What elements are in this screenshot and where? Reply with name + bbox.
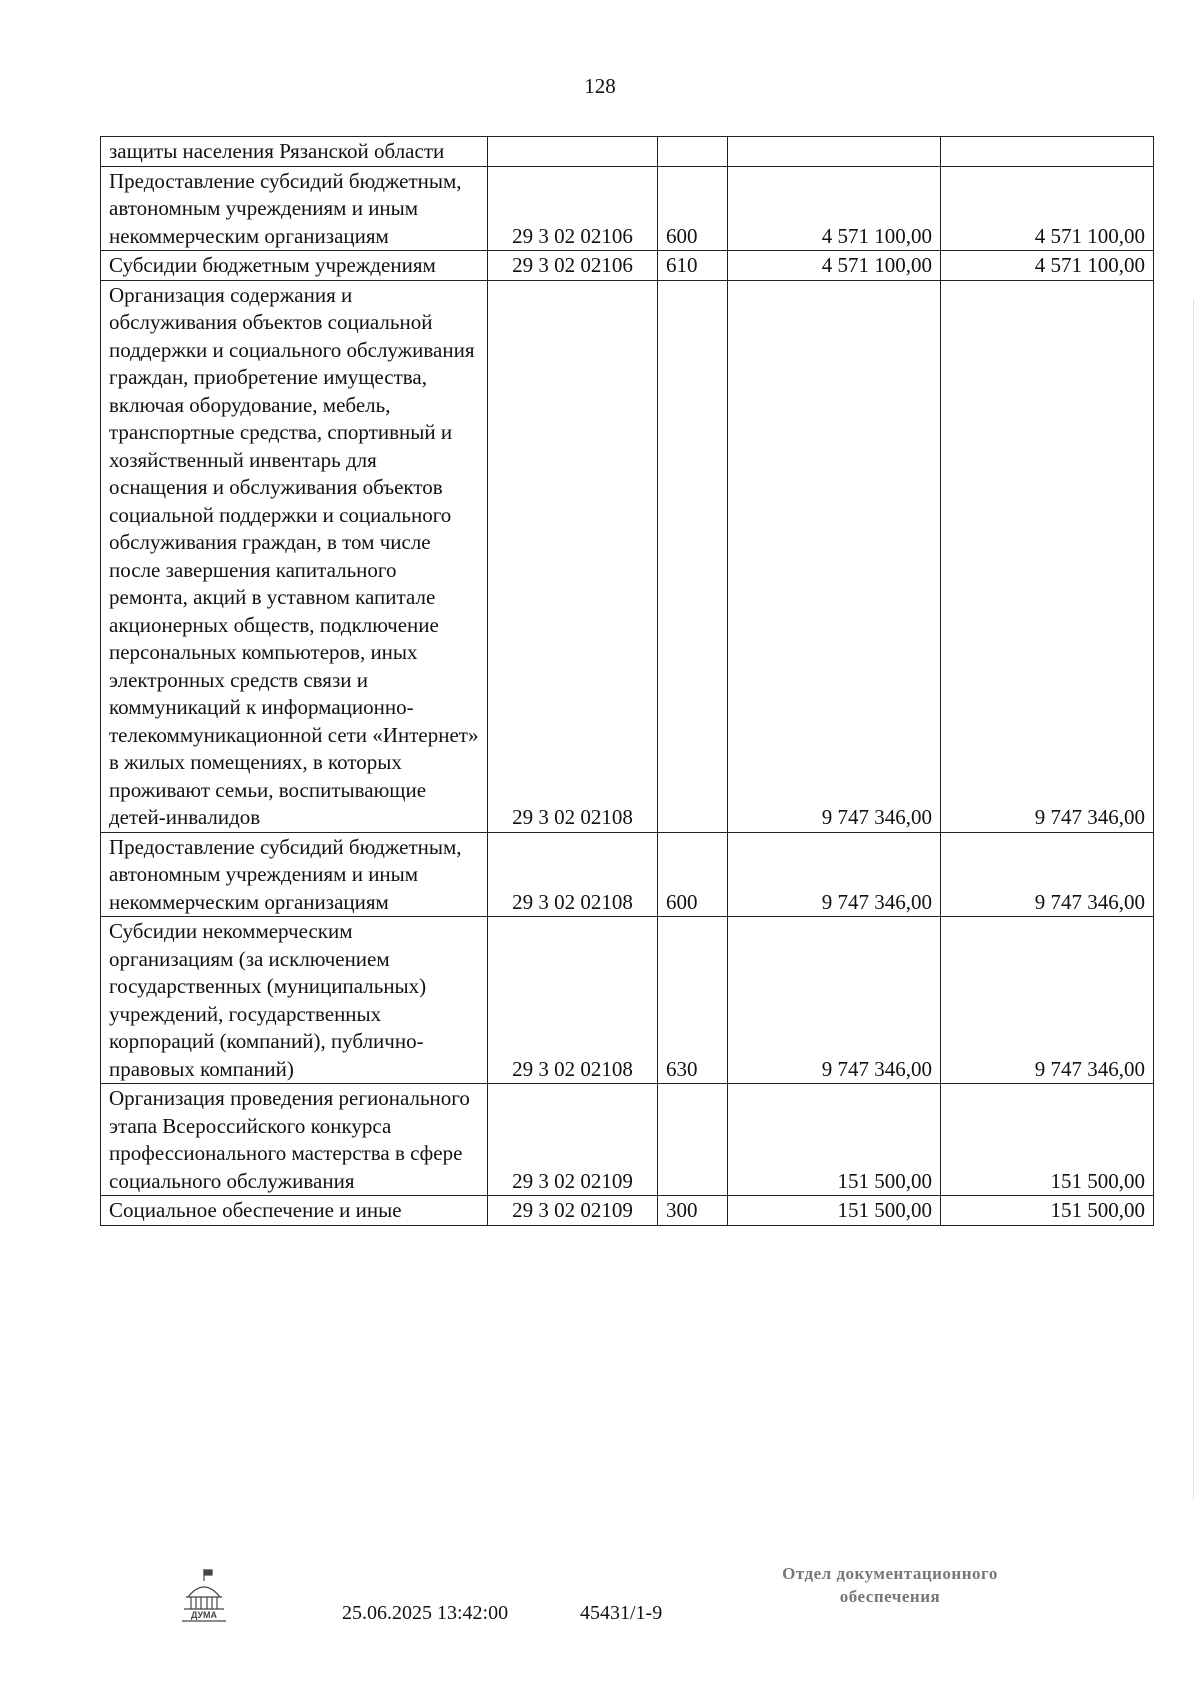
row-description: Предоставление субсидий бюджетным, автономным учреждениям и иным некоммерческим организациям xyxy=(101,166,488,251)
row-sum-1: 4 571 100,00 xyxy=(728,166,941,251)
row-code: 29 3 02 02109 xyxy=(488,1084,658,1196)
row-sum-1: 4 571 100,00 xyxy=(728,251,941,281)
row-code: 29 3 02 02106 xyxy=(488,251,658,281)
margin-marks xyxy=(1189,300,1194,1500)
row-code: 29 3 02 02108 xyxy=(488,832,658,917)
row-description: Субсидии бюджетным учреждениям xyxy=(101,251,488,281)
row-code: 29 3 02 02108 xyxy=(488,917,658,1084)
row-sum-2: 9 747 346,00 xyxy=(941,832,1154,917)
row-sum-1: 9 747 346,00 xyxy=(728,917,941,1084)
row-expense-type: 610 xyxy=(658,251,728,281)
row-sum-1: 9 747 346,00 xyxy=(728,280,941,832)
footer-datetime: 25.06.2025 13:42:00 xyxy=(342,1602,509,1624)
table-row xyxy=(101,251,1154,281)
row-sum-2 xyxy=(941,137,1154,167)
row-code xyxy=(488,137,658,167)
page-number: 128 xyxy=(584,74,616,98)
row-description: Субсидии некоммерческим организациям (за исключением государственных (муниципальных) учреждений, государственных корпораций (компаний), публично-правовых компаний) xyxy=(101,917,488,1084)
table-row xyxy=(101,1196,1154,1226)
row-expense-type: 630 xyxy=(658,917,728,1084)
row-description: Социальное обеспечение и иные xyxy=(101,1196,488,1226)
table-row xyxy=(101,1084,1154,1196)
footer-doc-number: 45431/1-9 xyxy=(580,1602,663,1624)
row-sum-2: 151 500,00 xyxy=(941,1084,1154,1196)
row-description: защиты населения Рязанской области xyxy=(101,137,488,167)
row-code: 29 3 02 02106 xyxy=(488,166,658,251)
budget-table-body xyxy=(101,137,1154,1226)
row-expense-type xyxy=(658,280,728,832)
row-sum-1: 9 747 346,00 xyxy=(728,832,941,917)
row-sum-1: 151 500,00 xyxy=(728,1084,941,1196)
row-expense-type xyxy=(658,137,728,167)
row-sum-2: 9 747 346,00 xyxy=(941,917,1154,1084)
table-row xyxy=(101,280,1154,832)
row-description: Предоставление субсидий бюджетным, автономным учреждениям и иным некоммерческим организациям xyxy=(101,832,488,917)
duma-logo xyxy=(178,1567,230,1625)
table-row xyxy=(101,166,1154,251)
table-row xyxy=(101,832,1154,917)
row-expense-type xyxy=(658,1084,728,1196)
row-expense-type: 600 xyxy=(658,832,728,917)
row-sum-2: 151 500,00 xyxy=(941,1196,1154,1226)
row-code: 29 3 02 02109 xyxy=(488,1196,658,1226)
row-sum-1 xyxy=(728,137,941,167)
row-description: Организация содержания и обслуживания объектов социальной поддержки и социального обслуживания граждан, приобретение имущества, включая оборудование, мебель, транспортные средства, спортивный и хозяйственный инвентарь для оснащения и обслуживания объектов социальной поддержки и социального обслуживания граждан, в том числе после завершения капитального ремонта, акций в уставном капитале акционерных обществ, подключение персональных компьютеров, иных электронных средств связи и коммуникаций к информационно-телекоммуникационной сети «Интернет» в жилых помещениях, в которых проживают семьи, воспитывающие детей-инвалидов xyxy=(101,280,488,832)
row-sum-2: 4 571 100,00 xyxy=(941,251,1154,281)
row-sum-1: 151 500,00 xyxy=(728,1196,941,1226)
stamp-line-2: обеспечения xyxy=(839,1587,941,1606)
row-sum-2: 4 571 100,00 xyxy=(941,166,1154,251)
row-code: 29 3 02 02108 xyxy=(488,280,658,832)
row-description: Организация проведения регионального этапа Всероссийского конкурса профессионального мастерства в сфере социального обслуживания xyxy=(101,1084,488,1196)
row-sum-2: 9 747 346,00 xyxy=(941,280,1154,832)
row-expense-type: 600 xyxy=(658,166,728,251)
department-stamp xyxy=(740,1562,1040,1608)
logo-text: ДУМА xyxy=(190,1610,218,1620)
row-expense-type: 300 xyxy=(658,1196,728,1226)
stamp-line-1: Отдел документационного xyxy=(782,1564,998,1583)
budget-table xyxy=(100,136,1154,1226)
table-row xyxy=(101,917,1154,1084)
table-row xyxy=(101,137,1154,167)
